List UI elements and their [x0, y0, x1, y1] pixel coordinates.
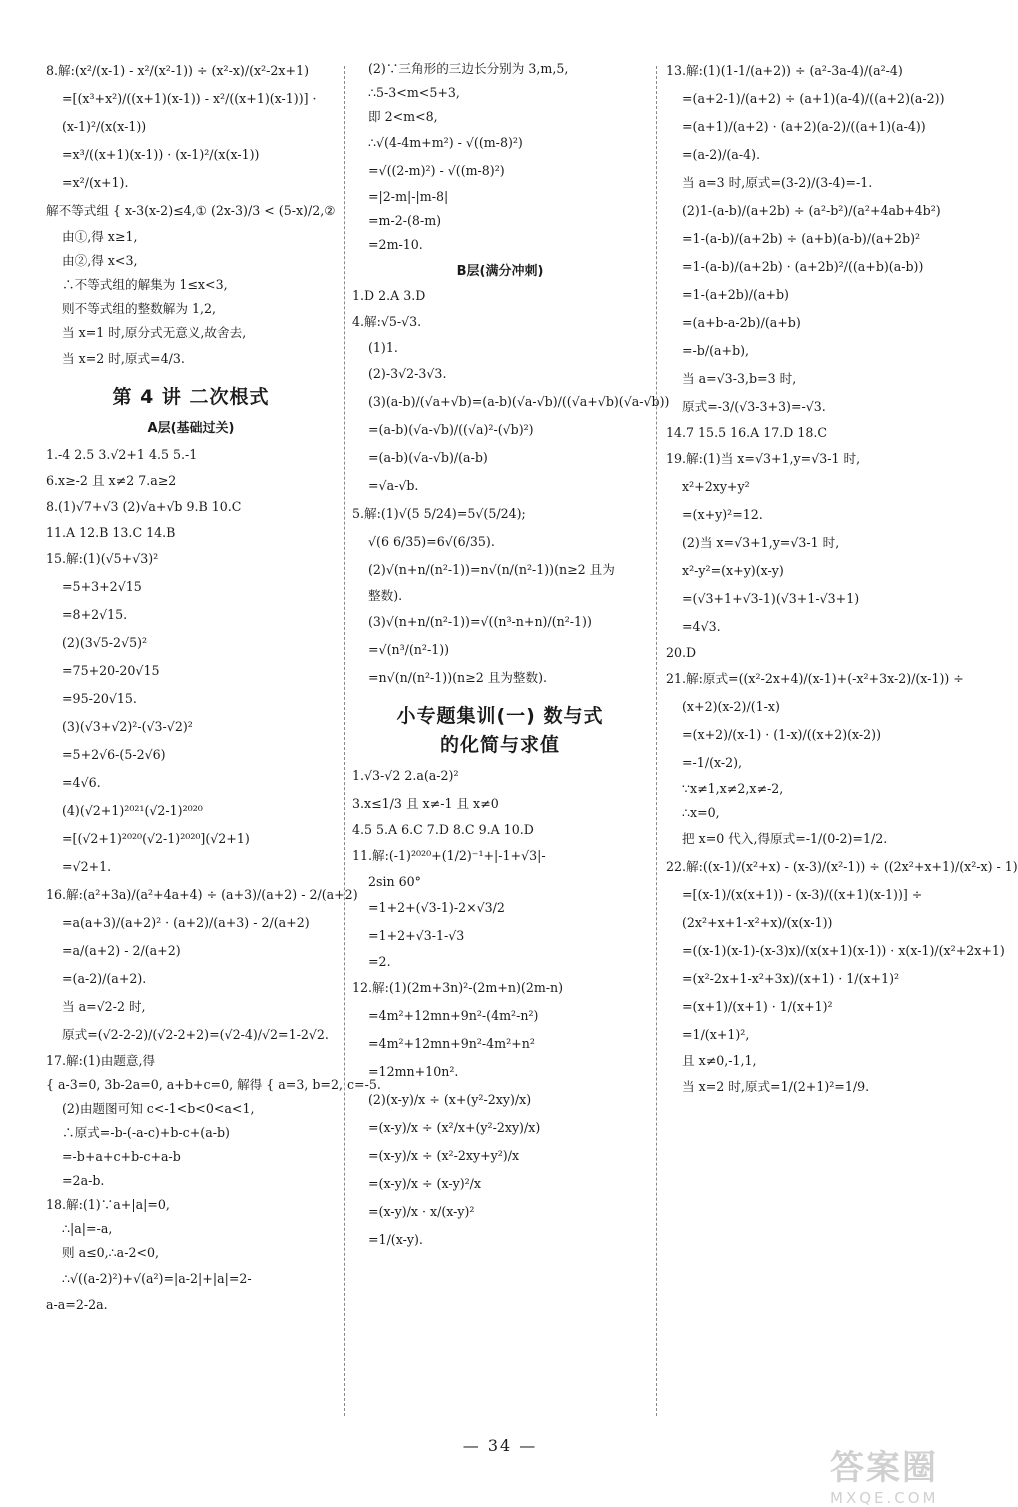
answer-line: 12.解:(1)(2m+3n)²-(2m+n)(2m-n): [352, 980, 564, 995]
answer-line: =(x+2)/(x-1) · (1-x)/((x+2)(x-2)): [682, 727, 882, 742]
answer-line: a-a=2-2a.: [46, 1297, 108, 1312]
answer-line: =5+3+2√15: [62, 579, 142, 594]
answer-block-q8: [46, 60, 336, 370]
answer-line: (x+2)(x-2)/(1-x): [682, 699, 780, 714]
answer-line: 11.A 12.B 13.C 14.B: [46, 525, 176, 540]
answer-line: =1-(a-b)/(a+2b) · (a+2b)²/((a+b)(a-b)): [682, 259, 924, 274]
answer-line: 当 a=√3-3,b=3 时,: [682, 371, 797, 386]
answer-line: 则 a≤0,∴a-2<0,: [62, 1245, 160, 1260]
answer-line: ∴5-3<m<5+3,: [368, 85, 460, 100]
section-subtitle: A层(基础过关): [147, 421, 235, 436]
column-left: [46, 60, 381, 1320]
answer-line: (2)∵三角形的三边长分别为 3,m,5,: [368, 61, 569, 76]
answer-line: (2)(3√5-2√5)²: [62, 635, 148, 650]
answer-line: =m-2-(8-m): [368, 213, 442, 228]
answer-line: 13.解:(1)(1-1/(a+2)) ÷ (a²-3a-4)/(a²-4): [666, 63, 903, 78]
answer-line: =[(√2+1)²⁰²⁰(√2-1)²⁰²⁰](√2+1): [62, 831, 250, 846]
answer-line: ∴√((a-2)²)+√(a²)=|a-2|+|a|=2-: [62, 1271, 252, 1286]
answer-line: { a-3=0, 3b-2a=0, a+b+c=0, 解得 { a=3, b=2, c=-5.: [46, 1077, 381, 1092]
answer-line: 当 a=3 时,原式=(3-2)/(3-4)=-1.: [682, 175, 873, 190]
answer-line: (4)(√2+1)²⁰²¹(√2-1)²⁰²⁰: [62, 803, 203, 818]
answer-line: =a/(a+2) - 2/(a+2): [62, 943, 181, 958]
answer-line: 解不等式组 { x-3(x-2)≤4,① (2x-3)/3 < (5-x)/2,②: [46, 203, 336, 218]
answer-block-q18-cont: [352, 60, 648, 254]
answer-line: (3)(√3+√2)²-(√3-√2)²: [62, 719, 193, 734]
answer-line: 15.解:(1)(√5+√3)²: [46, 551, 159, 566]
answer-line: =(x-y)/x · x/(x-y)²: [368, 1204, 475, 1219]
answer-line: =1-(a+2b)/(a+b): [682, 287, 789, 302]
section-subtitle-b: B层(满分冲刺): [456, 264, 544, 279]
answer-line: 17.解:(1)由题意,得: [46, 1053, 156, 1068]
answer-line: =8+2√15.: [62, 607, 128, 622]
answer-line: 18.解:(1)∵a+|a|=0,: [46, 1197, 170, 1212]
answer-line: =1+2+(√3-1)-2×√3/2: [368, 900, 505, 915]
answer-line: (3)√(n+n/(n²-1))=√((n³-n+n)/(n²-1)): [368, 614, 592, 629]
answer-line: =[(x-1)/(x(x+1)) - (x-3)/((x+1)(x-1))] ÷: [682, 887, 923, 902]
answer-line: 16.解:(a²+3a)/(a²+4a+4) ÷ (a+3)/(a+2) - 2/(a+2): [46, 887, 358, 902]
answer-line: 6.x≥-2 且 x≠2 7.a≥2: [46, 473, 177, 488]
answer-line: 3.x≤1/3 且 x≠-1 且 x≠0: [352, 796, 499, 811]
answer-line: =-1/(x-2),: [682, 755, 743, 770]
answer-line: 且 x≠0,-1,1,: [682, 1053, 757, 1068]
answer-line: 1.√3-√2 2.a(a-2)²: [352, 768, 459, 783]
column-divider: [344, 66, 345, 1416]
answer-line: =1/(x-y).: [368, 1232, 423, 1247]
answer-line: =4m²+12mn+9n²-(4m²-n²): [368, 1008, 539, 1023]
answer-line: =-b+a+c+b-c+a-b: [62, 1149, 181, 1164]
column-right: [666, 60, 1018, 1104]
answer-line: =(x+1)/(x+1) · 1/(x+1)²: [682, 999, 833, 1014]
answer-line: =(a+1)/(a+2) · (a+2)(a-2)/((a+1)(a-4)): [682, 119, 926, 134]
page-number: — 34 —: [462, 1436, 538, 1455]
answer-line: =(x+y)²=12.: [682, 507, 763, 522]
answer-line: =((x-1)(x-1)-(x-3)x)/(x(x+1)(x-1)) · x(x-1)/(x²+2x+1): [682, 943, 1005, 958]
answer-line: (2x²+x+1-x²+x)/(x(x-1)): [682, 915, 833, 930]
answer-line: 4.5 5.A 6.C 7.D 8.C 9.A 10.D: [352, 822, 534, 837]
answer-line: =1-(a-b)/(a+2b) ÷ (a+b)(a-b)/(a+2b)²: [682, 231, 921, 246]
answer-line: =(a-b)(√a-√b)/(a-b): [368, 450, 488, 465]
answer-line: 8.解:(x²/(x-1) - x²/(x²-1)) ÷ (x²-x)/(x²-2x+1): [46, 63, 309, 78]
answer-line: 由①,得 x≥1,: [62, 229, 138, 244]
answer-line: 22.解:((x-1)/(x²+x) - (x-3)/(x²-1)) ÷ ((2x²+x+1)/(x²-x) - 1): [666, 859, 1018, 874]
answer-line: 8.(1)√7+√3 (2)√a+√b 9.B 10.C: [46, 499, 242, 514]
answer-line: (2)由题图可知 c<-1<b<0<a<1,: [62, 1101, 255, 1116]
answer-line: 原式=-3/(√3-3+3)=-√3.: [682, 399, 826, 414]
answer-line: =-b/(a+b),: [682, 343, 750, 358]
answer-line: 由②,得 x<3,: [62, 253, 138, 268]
answer-line: =4m²+12mn+9n²-4m²+n²: [368, 1036, 535, 1051]
answer-line: 当 a=√2-2 时,: [62, 999, 146, 1014]
answer-line: ∴√(4-4m+m²) - √((m-8)²): [368, 135, 523, 150]
answer-line: =(x-y)/x ÷ (x²/x+(y²-2xy)/x): [368, 1120, 541, 1135]
answer-line: (1)1.: [368, 340, 398, 355]
answer-line: =(x-y)/x ÷ (x²-2xy+y²)/x: [368, 1148, 520, 1163]
answer-line: 整数).: [368, 588, 403, 603]
answer-line: 4.解:√5-√3.: [352, 314, 422, 329]
answer-line: =1/(x+1)²,: [682, 1027, 750, 1042]
section-title: 第 4 讲 二次根式: [112, 386, 270, 408]
answer-line: =12mn+10n².: [368, 1064, 459, 1079]
answer-line: (2)-3√2-3√3.: [368, 366, 447, 381]
answer-line: =[(x³+x²)/((x+1)(x-1)) - x²/((x+1)(x-1))] ·: [62, 91, 317, 106]
answer-line: =(a+b-a-2b)/(a+b): [682, 315, 801, 330]
answer-line: ∴原式=-b-(-a-c)+b-c+(a-b): [62, 1125, 230, 1140]
answer-line: =(x²-2x+1-x²+3x)/(x+1) · 1/(x+1)²: [682, 971, 900, 986]
answer-line: =|2-m|-|m-8|: [368, 189, 449, 204]
watermark-logo: [830, 1440, 970, 1507]
answer-line: x²+2xy+y²: [682, 479, 750, 494]
answer-line: =x²/(x+1).: [62, 175, 129, 190]
answer-line: ∴x=0,: [682, 805, 720, 820]
answer-line: (2)当 x=√3+1,y=√3-1 时,: [682, 535, 840, 550]
answer-line: =n√(n/(n²-1))(n≥2 且为整数).: [368, 670, 548, 685]
answer-block-a-level: [46, 444, 381, 1314]
watermark-text: 答案圈: [830, 1448, 938, 1488]
watermark-url: MXQE.COM: [830, 1489, 939, 1507]
answer-line: =√((2-m)²) - √((m-8)²): [368, 163, 505, 178]
answer-line: ∵x≠1,x≠2,x≠-2,: [682, 781, 784, 796]
answer-line: 1.D 2.A 3.D: [352, 288, 426, 303]
answer-line: 2sin 60°: [368, 874, 421, 889]
answer-line: =x³/((x+1)(x-1)) · (x-1)²/(x(x-1)): [62, 147, 260, 162]
answer-line: =(a-2)/(a-4).: [682, 147, 761, 162]
answer-line: 5.解:(1)√(5 5/24)=5√(5/24);: [352, 506, 526, 521]
answer-block-topic: [352, 765, 648, 1251]
answer-line: ∴不等式组的解集为 1≤x<3,: [62, 277, 228, 292]
answer-line: (x-1)²/(x(x-1)): [62, 119, 147, 134]
topic-title-line2: 的化简与求值: [439, 734, 560, 756]
answer-line: (2)√(n+n/(n²-1))=n√(n/(n²-1))(n≥2 且为: [368, 562, 615, 577]
answer-block-q13-22: [666, 60, 1018, 1098]
answer-line: 当 x=2 时,原式=1/(2+1)²=1/9.: [682, 1079, 870, 1094]
answer-block-b-level: [352, 287, 670, 689]
answer-line: ∴|a|=-a,: [62, 1221, 113, 1236]
answer-line: =√(n³/(n²-1)): [368, 642, 450, 657]
answer-line: √(6 6/35)=6√(6/35).: [368, 534, 495, 549]
answer-line: 11.解:(-1)²⁰²⁰+(1/2)⁻¹+|-1+√3|-: [352, 848, 546, 863]
answer-line: 1.-4 2.5 3.√2+1 4.5 5.-1: [46, 447, 198, 462]
answer-line: =1+2+√3-1-√3: [368, 928, 465, 943]
column-middle: [352, 60, 670, 1257]
answer-line: (2)(x-y)/x ÷ (x+(y²-2xy)/x): [368, 1092, 532, 1107]
answer-line: 当 x=2 时,原式=4/3.: [62, 351, 185, 366]
answer-line: =2.: [368, 954, 391, 969]
answer-line: =(a-2)/(a+2).: [62, 971, 147, 986]
answer-line: 20.D: [666, 645, 697, 660]
answer-line: 21.解:原式=((x²-2x+4)/(x-1)+(-x²+3x-2)/(x-1)) ÷: [666, 671, 964, 686]
answer-line: =2m-10.: [368, 237, 423, 252]
answer-line: 把 x=0 代入,得原式=-1/(0-2)=1/2.: [682, 831, 888, 846]
answer-line: =75+20-20√15: [62, 663, 160, 678]
answer-line: =4√6.: [62, 775, 101, 790]
answer-line: =5+2√6-(5-2√6): [62, 747, 166, 762]
topic-title-line1: 小专题集训(一) 数与式: [396, 705, 604, 727]
answer-line: =(a+2-1)/(a+2) ÷ (a+1)(a-4)/((a+2)(a-2)): [682, 91, 945, 106]
answer-line: 原式=(√2-2-2)/(√2-2+2)=(√2-4)/√2=1-2√2.: [62, 1027, 329, 1042]
answer-line: =a(a+3)/(a+2)² · (a+2)/(a+3) - 2/(a+2): [62, 915, 310, 930]
answer-line: (2)1-(a-b)/(a+2b) ÷ (a²-b²)/(a²+4ab+4b²): [682, 203, 941, 218]
answer-line: 14.7 15.5 16.A 17.D 18.C: [666, 425, 828, 440]
column-divider: [656, 66, 657, 1416]
answer-line: 即 2<m<8,: [368, 109, 438, 124]
answer-line: 当 x=1 时,原分式无意义,故舍去,: [62, 325, 247, 340]
answer-line: (3)(a-b)/(√a+√b)=(a-b)(√a-√b)/((√a+√b)(√a-√b)): [368, 394, 670, 409]
answer-line: =√a-√b.: [368, 478, 419, 493]
answer-line: 则不等式组的整数解为 1,2,: [62, 301, 216, 316]
answer-line: =√2+1.: [62, 859, 112, 874]
answer-line: 19.解:(1)当 x=√3+1,y=√3-1 时,: [666, 451, 861, 466]
answer-line: =(a-b)(√a-√b)/((√a)²-(√b)²): [368, 422, 534, 437]
answer-line: =(x-y)/x ÷ (x-y)²/x: [368, 1176, 482, 1191]
answer-line: =2a-b.: [62, 1173, 105, 1188]
answer-line: x²-y²=(x+y)(x-y): [682, 563, 784, 578]
answer-line: =4√3.: [682, 619, 721, 634]
answer-line: =95-20√15.: [62, 691, 137, 706]
answer-line: =(√3+1+√3-1)(√3+1-√3+1): [682, 591, 860, 606]
